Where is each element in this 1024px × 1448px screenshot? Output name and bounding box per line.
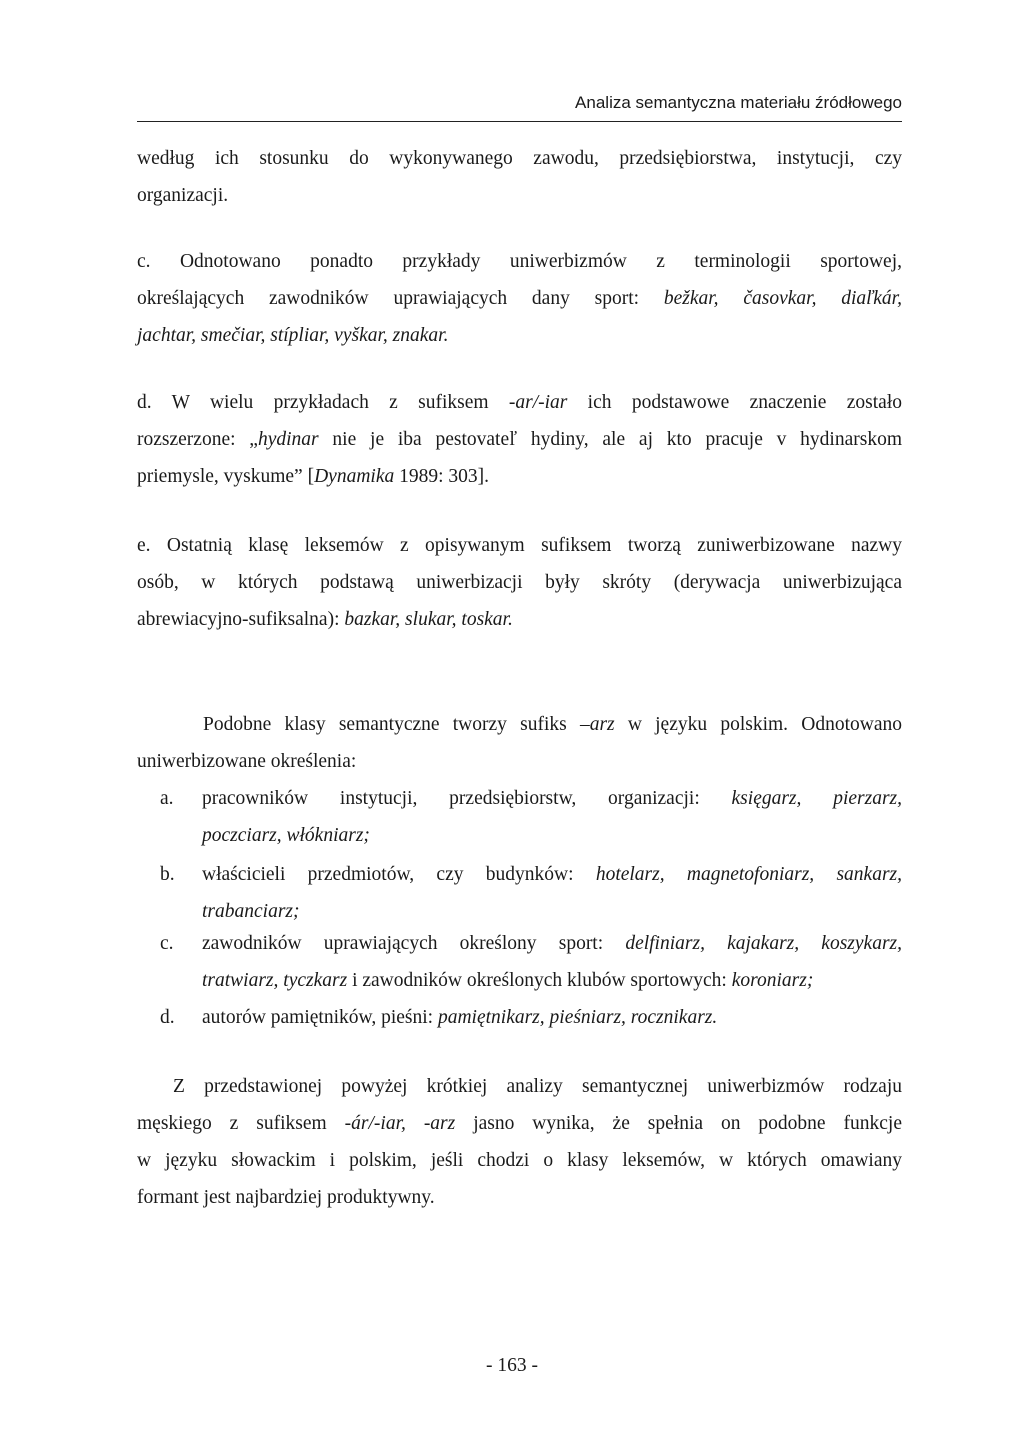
list-item [160,856,902,930]
italic-example: poczciarz, włókniarz; [202,825,370,846]
text-span: pracowników instytucji, przedsiębiorstw, organizacji: [202,788,732,809]
text-line: organizacji. [137,185,229,206]
italic-example: trabanciarz; [202,901,300,922]
text-line: osób, w których podstawą uniwerbizacji były skróty (derywacja uniwerbizująca [137,572,902,593]
paragraph-c [137,243,902,354]
list-marker: a. [160,788,174,809]
italic-example: pamiętnikarz, pieśniarz, rocznikarz. [437,1007,718,1028]
text-span: 1989: 303]. [394,466,490,487]
text-line [137,458,902,495]
text-line [137,317,902,354]
paragraph-b-continuation [137,140,902,214]
list-item [160,999,902,1036]
italic-example: tratwiarz, tyczkarz [202,970,348,991]
text-span: priemysle, vyskume” [ [137,466,315,487]
italic-example: bežkar, časovkar, diaľkár, [663,288,902,309]
text-line: c. Odnotowano ponadto przykłady uniwerbizmów z terminologii sportowej, [137,251,902,272]
text-line: według ich stosunku do wykonywanego zawodu, przedsiębiorstwa, instytucji, czy [137,148,902,169]
text-span: zawodników uprawiających określony sport: [202,933,626,954]
text-line [202,925,902,962]
paragraph-e [137,527,902,638]
text-line [202,817,902,854]
text-line [137,1105,902,1142]
text-span: męskiego z sufiksem [137,1113,345,1134]
italic-example: hydinar [257,429,319,450]
italic-example: delfiniarz, kajakarz, koszykarz, [625,933,902,954]
text-line [137,421,902,458]
text-span: rozszerzone: „ [137,429,258,450]
list-item [160,925,902,999]
text-span: właścicieli przedmiotów, czy budynków: [202,864,596,885]
text-span: abrewiacyjno-sufiksalna): [137,609,345,630]
running-head-title: Analiza semantyczna materiału źródłowego [575,93,902,112]
list-marker: d. [160,1007,175,1028]
text-line: e. Ostatnią klasę leksemów z opisywanym sufiksem tworzą zuniwerbizowane nazwy [137,535,902,556]
text-span: w języku polskim. Odnotowano [614,714,903,735]
italic-citation: Dynamika [314,466,395,487]
paragraph-polish [137,706,902,780]
running-head [137,93,902,122]
page-number: - 163 - [486,1355,538,1376]
text-line [202,999,902,1036]
text-span: autorów pamiętników, pieśni: [202,1007,438,1028]
text-line: formant jest najbardziej produktywny. [137,1187,435,1208]
italic-example: bazkar, slukar, toskar. [344,609,513,630]
italic-example: hotelarz, magnetofoniarz, sankarz, [595,864,903,885]
italic-suffix: -ar/-iar [508,392,568,413]
italic-suffix: –arz [579,714,615,735]
text-line [137,706,902,743]
paragraph-summary [137,1068,902,1216]
text-line [202,780,902,817]
paragraph-d [137,384,902,495]
text-line [137,601,902,638]
text-line: w języku słowackim i polskim, jeśli chodzi o klasy leksemów, w których omawiany [137,1150,902,1171]
italic-suffix: -ár/-iar, -arz [344,1113,456,1134]
italic-example: księgarz, pierzarz, [731,788,902,809]
text-span: d. W wielu przykładach z sufiksem [137,392,509,413]
text-line: uniwerbizowane określenia: [137,751,357,772]
text-span: Podobne klasy semantyczne tworzy sufiks [203,714,580,735]
text-span: jasno wynika, że spełnia on podobne funkcje [455,1113,902,1134]
text-line [137,384,902,421]
list-marker: c. [160,933,174,954]
italic-example: jachtar, smečiar, stípliar, vyškar, znakar. [137,325,449,346]
text-span: określających zawodników uprawiających dany sport: [137,288,664,309]
italic-example: koroniarz; [731,970,814,991]
list-marker: b. [160,864,175,885]
text-line: Z przedstawionej powyżej krótkiej analizy semantycznej uniwerbizmów rodzaju [173,1076,902,1097]
list-item [160,780,902,854]
text-span: i zawodników określonych klubów sportowych: [347,970,732,991]
text-span: nie je iba pestovateľ hydiny, ale aj kto pracuje v hydinarskom [318,429,902,450]
text-line [202,962,902,999]
text-line [202,856,902,893]
text-line [137,280,902,317]
text-span: ich podstawowe znaczenie zostało [567,392,903,413]
